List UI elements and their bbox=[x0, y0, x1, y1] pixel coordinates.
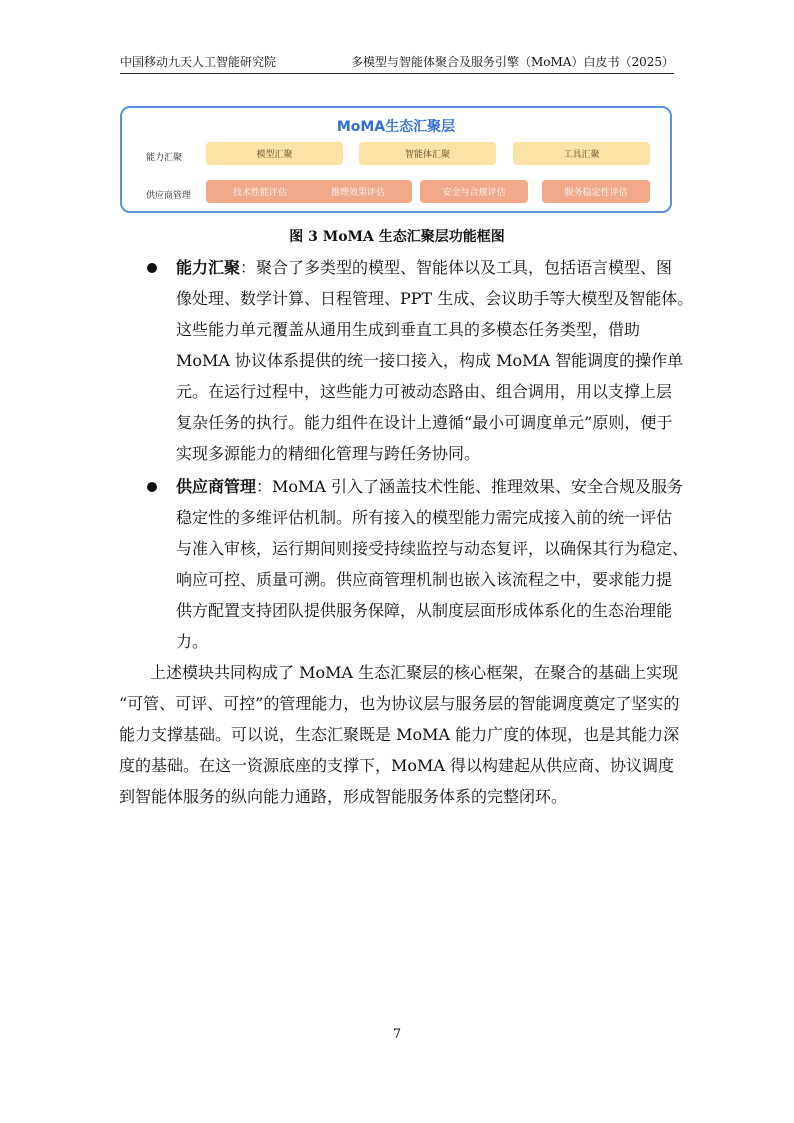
paragraph-line: “可管、可评、可控”的管理能力，也为协议层与服务层的智能调度奠定了坚实的 bbox=[119, 694, 680, 713]
bullet-line: 能力汇聚：聚合了多类型的模型、智能体以及工具，包括语言模型、图 bbox=[176, 258, 673, 277]
paragraph-line: 能力支撑基础。可以说，生态汇聚既是 MoMA 能力广度的体现，也是其能力深 bbox=[119, 725, 680, 744]
bullet-term: 能力汇聚 bbox=[176, 258, 241, 277]
diagram-title: MoMA生态汇聚层 bbox=[336, 119, 456, 135]
bullet-line: 供方配置支持团队提供服务保障，从制度层面形成体系化的生态治理能 bbox=[176, 601, 673, 620]
bullet-line: 这些能力单元覆盖从通用生成到垂直工具的多模态任务类型，借助 bbox=[176, 320, 641, 339]
header-left: 中国移动九天人工智能研究院 bbox=[120, 55, 277, 69]
bullet-dot bbox=[147, 263, 157, 273]
header-right: 多模型与智能体聚合及服务引擎（MoMA）白皮书（2025） bbox=[350, 55, 674, 69]
pill-tool-aggregation: 工具汇聚 bbox=[513, 142, 650, 165]
paragraph-line: 上述模块共同构成了 MoMA 生态汇聚层的核心框架，在聚合的基础上实现 bbox=[150, 663, 679, 682]
row-label-supplier: 供应商管理 bbox=[146, 191, 192, 201]
bullet-line: 供应商管理：MoMA 引入了涵盖技术性能、推理效果、安全合规及服务 bbox=[176, 477, 684, 496]
pill-security-compliance: 安全与合规评估 bbox=[420, 180, 528, 203]
bullet-line: 与准入审核，运行期间则接受持续监控与动态复评，以确保其行为稳定、 bbox=[176, 539, 689, 558]
pill-inference-effect: 推理效果评估 bbox=[304, 180, 412, 203]
bullet-line: MoMA 协议体系提供的统一接口接入，构成 MoMA 智能调度的操作单 bbox=[176, 351, 684, 370]
bullet-line: 元。在运行过程中，这些能力可被动态路由、组合调用，用以支撑上层 bbox=[176, 382, 673, 401]
page-header bbox=[120, 52, 674, 72]
pill-tech-performance: 技术性能评估 bbox=[206, 180, 314, 203]
bullet-line: 力。 bbox=[176, 632, 209, 651]
pill-agent-aggregation: 智能体汇聚 bbox=[359, 142, 496, 165]
row-label-capability: 能力汇聚 bbox=[146, 153, 183, 163]
bullet-line: 响应可控、质量可溯。供应商管理机制也嵌入该流程之中，要求能力提 bbox=[176, 570, 673, 589]
bullet-dot bbox=[147, 482, 157, 492]
pill-service-stability: 服务稳定性评估 bbox=[542, 180, 650, 203]
paragraph-line: 度的基础。在这一资源底座的支撑下，MoMA 得以构建起从供应商、协议调度 bbox=[119, 756, 675, 775]
page-number: 7 bbox=[392, 1027, 402, 1042]
bullet-line: 像处理、数学计算、日程管理、PPT 生成、会议助手等大模型及智能体。 bbox=[176, 289, 694, 308]
ecosystem-diagram bbox=[120, 106, 672, 213]
pill-model-aggregation: 模型汇聚 bbox=[206, 142, 343, 165]
bullet-line: 实现多源能力的精细化管理与跨任务协同。 bbox=[176, 444, 481, 463]
bullet-term: 供应商管理 bbox=[176, 477, 257, 496]
bullet-line: 稳定性的多维评估机制。所有接入的模型能力需完成接入前的统一评估 bbox=[176, 508, 673, 527]
figure-caption: 图 3 MoMA 生态汇聚层功能框图 bbox=[289, 229, 505, 245]
bullet-line: 复杂任务的执行。能力组件在设计上遵循“最小可调度单元”原则，便于 bbox=[176, 413, 673, 432]
header-rule bbox=[120, 73, 674, 74]
paragraph-line: 到智能体服务的纵向能力通路，形成智能服务体系的完整闭环。 bbox=[119, 787, 568, 806]
